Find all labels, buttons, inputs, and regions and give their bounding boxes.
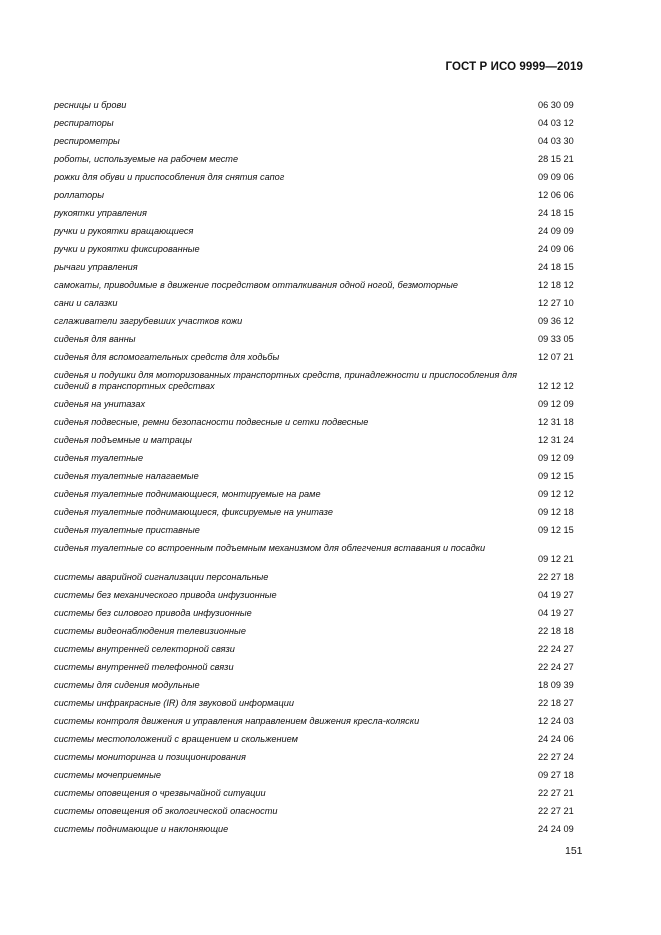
entry-term: респираторы	[54, 118, 114, 128]
entry-code: 04 03 30	[538, 136, 574, 146]
entry-code: 22 27 24	[538, 752, 574, 762]
index-list	[54, 96, 584, 838]
entry-code: 09 12 18	[538, 507, 574, 517]
entry-code: 12 12 12	[538, 381, 574, 391]
index-entry	[54, 276, 584, 294]
entry-code: 24 24 06	[538, 734, 574, 744]
index-entry	[54, 521, 584, 539]
entry-code: 24 18 15	[538, 208, 574, 218]
entry-term: рычаги управления	[54, 262, 138, 272]
entry-term: системы без силового привода инфузионные	[54, 608, 252, 618]
entry-code: 22 24 27	[538, 662, 574, 672]
index-entry	[54, 294, 584, 312]
entry-code: 09 09 06	[538, 172, 574, 182]
index-entry	[54, 820, 584, 838]
entry-term: системы внутренней телефонной связи	[54, 662, 234, 672]
index-entry	[54, 604, 584, 622]
index-entry	[54, 658, 584, 676]
entry-term: сглаживатели загрубевших участков кожи	[54, 316, 243, 326]
entry-code: 22 18 27	[538, 698, 574, 708]
entry-term: системы инфракрасные (IR) для звуковой информации	[54, 698, 294, 708]
entry-term: сиденья туалетные со встроенным подъемным механизмом для облегчения вставания и посадки	[54, 543, 486, 553]
entry-term: роботы, используемые на рабочем месте	[54, 154, 239, 164]
entry-term: системы аварийной сигнализации персональные	[54, 572, 269, 582]
index-entry	[54, 568, 584, 586]
entry-term: системы оповещения о чрезвычайной ситуации	[54, 788, 266, 798]
index-entry	[54, 186, 584, 204]
index-entry	[54, 431, 584, 449]
entry-term: системы поднимающие и наклоняющие	[54, 824, 229, 834]
entry-code: 09 12 21	[538, 554, 574, 564]
entry-code: 12 24 03	[538, 716, 574, 726]
index-entry	[54, 802, 584, 820]
entry-term: сиденья туалетные поднимающиеся, монтируемые на раме	[54, 489, 321, 499]
index-entry	[54, 586, 584, 604]
entry-code: 18 09 39	[538, 680, 574, 690]
entry-term: системы местоположений с вращением и скольжением	[54, 734, 298, 744]
entry-term: роллаторы	[54, 190, 105, 200]
entry-code: 09 12 15	[538, 525, 574, 535]
entry-code: 09 12 15	[538, 471, 574, 481]
entry-term: рукоятки управления	[54, 208, 147, 218]
entry-term: сиденья для вспомогательных средств для ходьбы	[54, 352, 280, 362]
entry-code: 24 09 09	[538, 226, 574, 236]
entry-code: 24 24 09	[538, 824, 574, 834]
entry-code: 12 31 24	[538, 435, 574, 445]
entry-term: сиденья подвесные, ремни безопасности подвесные и сетки подвесные	[54, 417, 369, 427]
index-entry	[54, 258, 584, 276]
index-entry	[54, 96, 584, 114]
entry-code: 09 27 18	[538, 770, 574, 780]
entry-code: 04 19 27	[538, 608, 574, 618]
index-entry	[54, 712, 584, 730]
entry-term: сиденья туалетные приставные	[54, 525, 200, 535]
entry-code: 22 27 18	[538, 572, 574, 582]
entry-term: сиденья подъемные и матрацы	[54, 435, 192, 445]
index-entry	[54, 766, 584, 784]
index-entry	[54, 676, 584, 694]
index-entry	[54, 348, 584, 366]
entry-code: 22 18 18	[538, 626, 574, 636]
index-entry	[54, 132, 584, 150]
entry-code: 28 15 21	[538, 154, 574, 164]
page-header-title: ГОСТ Р ИСО 9999—2019	[445, 61, 583, 73]
entry-term: системы для сидения модульные	[54, 680, 200, 690]
index-entry	[54, 222, 584, 240]
index-entry	[54, 366, 584, 395]
entry-code: 09 12 09	[538, 453, 574, 463]
entry-term: системы внутренней селекторной связи	[54, 644, 235, 654]
index-entry	[54, 204, 584, 222]
entry-code: 12 27 10	[538, 298, 574, 308]
entry-code: 04 19 27	[538, 590, 574, 600]
entry-term: сиденья туалетные	[54, 453, 144, 463]
index-entry	[54, 622, 584, 640]
page-number: 151	[565, 845, 583, 857]
index-entry	[54, 150, 584, 168]
entry-term: сиденья туалетные поднимающиеся, фиксируемые на унитазе	[54, 507, 333, 517]
index-entry	[54, 312, 584, 330]
entry-term: респирометры	[54, 136, 120, 146]
index-entry	[54, 449, 584, 467]
index-entry	[54, 694, 584, 712]
entry-term: системы контроля движения и управления направлением движения кресла-коляски	[54, 716, 420, 726]
entry-term: сиденья на унитазах	[54, 399, 146, 409]
index-entry	[54, 168, 584, 186]
entry-term: системы без механического привода инфузионные	[54, 590, 277, 600]
entry-code: 12 07 21	[538, 352, 574, 362]
entry-term: рожки для обуви и приспособления для снятия сапог	[54, 172, 285, 182]
index-entry	[54, 485, 584, 503]
entry-code: 22 27 21	[538, 788, 574, 798]
entry-code: 09 33 05	[538, 334, 574, 344]
entry-code: 06 30 09	[538, 100, 574, 110]
index-entry	[54, 240, 584, 258]
index-entry	[54, 413, 584, 431]
entry-code: 12 31 18	[538, 417, 574, 427]
index-entry	[54, 330, 584, 348]
entry-term: сани и салазки	[54, 298, 118, 308]
entry-term: ручки и рукоятки вращающиеся	[54, 226, 194, 236]
entry-code: 09 12 12	[538, 489, 574, 499]
entry-term: системы видеонаблюдения телевизионные	[54, 626, 246, 636]
index-entry	[54, 640, 584, 658]
entry-term: системы оповещения об экологической опасности	[54, 806, 278, 816]
entry-code: 09 36 12	[538, 316, 574, 326]
entry-term: ресницы и брови	[54, 100, 127, 110]
index-entry	[54, 539, 584, 568]
index-entry	[54, 395, 584, 413]
entry-code: 22 24 27	[538, 644, 574, 654]
index-entry	[54, 784, 584, 802]
entry-term: сиденья и подушки для моторизованных транспортных средств, принадлежности и приспособления для сидений в транспортных средствах	[54, 370, 518, 391]
index-entry	[54, 114, 584, 132]
entry-term: системы мочеприемные	[54, 770, 161, 780]
entry-term: сиденья для ванны	[54, 334, 136, 344]
entry-code: 24 09 06	[538, 244, 574, 254]
index-entry	[54, 467, 584, 485]
entry-code: 12 06 06	[538, 190, 574, 200]
entry-code: 24 18 15	[538, 262, 574, 272]
entry-code: 04 03 12	[538, 118, 574, 128]
index-entry	[54, 748, 584, 766]
entry-code: 22 27 21	[538, 806, 574, 816]
entry-term: системы мониторинга и позиционирования	[54, 752, 246, 762]
entry-term: ручки и рукоятки фиксированные	[54, 244, 200, 254]
entry-term: самокаты, приводимые в движение посредством отталкивания одной ногой, безмоторные	[54, 280, 458, 290]
entry-term: сиденья туалетные налагаемые	[54, 471, 199, 481]
index-entry	[54, 503, 584, 521]
entry-code: 12 18 12	[538, 280, 574, 290]
index-entry	[54, 730, 584, 748]
entry-code: 09 12 09	[538, 399, 574, 409]
